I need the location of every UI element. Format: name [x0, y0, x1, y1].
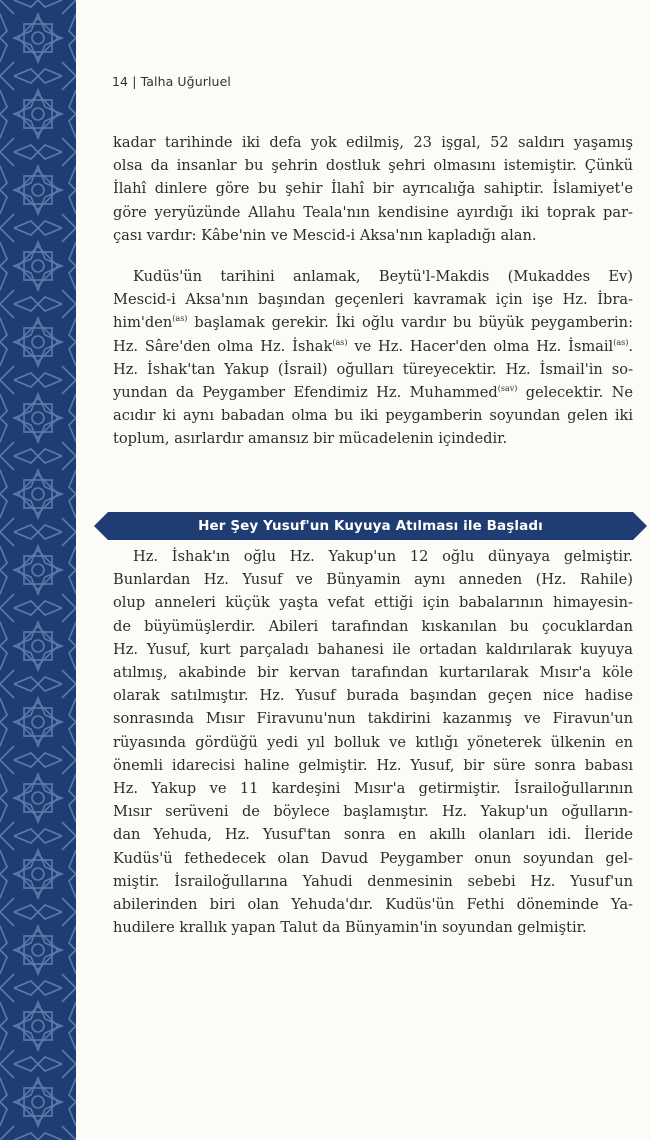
text-line: yundan da Peygamber Efendimiz Hz. Muhammed$^{(sav)}$ gelecektir. Ne — [113, 384, 633, 402]
text-line: çası vardır: Kâbe'nin ve Mescid-i Aksa'nın kapladığı alan. — [113, 226, 537, 244]
text-line: Hz. Yusuf, kurt parçaladı bahanesi ile ortadan kaldırılarak kuyuya — [113, 640, 633, 658]
section-title: Her Şey Yusuf'un Kuyuya Atılması ile Başladı — [198, 518, 543, 534]
text-line: İlahî dinlere göre bu şehir İlahî bir ayrıcalığa sahiptir. İslamiyet'e — [113, 180, 633, 198]
honorific-superscript: (sav) — [497, 384, 518, 394]
text-line: önemli idarecisi haline gelmiştir. Hz. Yusuf, bir süre sonra babası — [113, 756, 633, 774]
text-line: de büyümüşlerdir. Abileri tarafından kıskanılan bu çocuklardan — [113, 617, 633, 635]
text-line: Hz. İshak'ın oğlu Hz. Yakup'un 12 oğlu dünyaya gelmiştir. — [133, 548, 633, 565]
text-line: him'den$^{(as)}$ başlamak gerekir. İki oğlu vardır bu büyük peygamberin: — [113, 314, 633, 332]
honorific-superscript: (as) — [172, 314, 188, 324]
text-line: sonrasında Mısır Firavunu'nun takdirini kazanmış ve Firavun'un — [113, 710, 633, 728]
text-line: rüyasında gördüğü yedi yıl bolluk ve kıtlığı yöneterek ülkenin en — [113, 733, 633, 751]
author-name: Talha Uğurluel — [140, 74, 231, 89]
text-line: olsa da insanlar bu şehrin dostluk şehri olmasını istemiştir. Çünkü — [113, 157, 633, 175]
paragraph-2 — [113, 265, 633, 451]
text-line: Bunlardan Hz. Yusuf ve Bünyamin aynı anneden (Hz. Rahile) — [113, 571, 633, 589]
section-body — [113, 545, 633, 939]
text-line: Mescid-i Aksa'nın başından geçenleri kavramak için işe Hz. İbra- — [113, 291, 633, 309]
honorific-superscript: (as) — [332, 337, 348, 347]
header-separator: | — [132, 74, 137, 89]
decorative-geometric-pattern — [0, 0, 76, 1140]
text-line: Hz. İshak'tan Yakup (İsrail) oğulları türeyecektir. Hz. İsmail'in so- — [113, 360, 633, 378]
honorific-superscript: (as) — [613, 337, 629, 347]
text-line: miştir. İsrailoğullarına Yahudi denmesinin sebebi Hz. Yusuf'un — [113, 872, 633, 890]
text-line: abilerinden biri olan Yehuda'dır. Kudüs'ün Fethi döneminde Ya- — [113, 896, 633, 914]
section-heading-banner — [94, 512, 647, 540]
text-line: acıdır ki aynı babadan olma bu iki peygamberin soyundan gelen iki — [113, 407, 633, 425]
text-line: Mısır serüveni de böylece başlamıştır. Hz. Yakup'un oğulların- — [113, 803, 633, 821]
text-line: Hz. Yakup ve 11 kardeşini Mısır'a getirmiştir. İsrailoğullarının — [113, 780, 633, 798]
text-line: olarak satılmıştır. Hz. Yusuf burada başından geçen nice hadise — [113, 687, 633, 705]
text-line: toplum, asırlardır amansız bir mücadelenin içindedir. — [113, 430, 508, 448]
text-line: olup anneleri küçük yaşta vefat ettiği için babalarının himayesin- — [113, 594, 633, 612]
page-number: 14 — [112, 74, 129, 89]
text-line: Kudüs'ü fethedecek olan Davud Peygamber onun soyundan gel- — [113, 849, 633, 867]
text-line: atılmış, akabinde bir kervan tarafından kurtarılarak Mısır'a köle — [113, 664, 633, 682]
paragraph-1 — [113, 131, 633, 247]
text-line: göre yeryüzünde Allahu Teala'nın kendisine ayırdığı iki toprak par- — [113, 203, 633, 221]
text-line: Hz. Sâre'den olma Hz. İshak$^{(as)}$ ve Hz. Hacer'den olma Hz. İsmail$^{(as)}$. — [113, 337, 633, 355]
text-line: kadar tarihinde iki defa yok edilmiş, 23 işgal, 52 saldırı yaşamış — [113, 134, 633, 151]
running-header — [112, 74, 231, 89]
text-line: hudilere krallık yapan Talut da Bünyamin'in soyundan gelmiştir. — [113, 919, 587, 937]
text-line: dan Yehuda, Hz. Yusuf'tan sonra en akıllı olanları idi. İleride — [113, 826, 633, 844]
text-line: Kudüs'ün tarihini anlamak, Beytü'l-Makdis (Mukaddes Ev) — [133, 268, 633, 285]
